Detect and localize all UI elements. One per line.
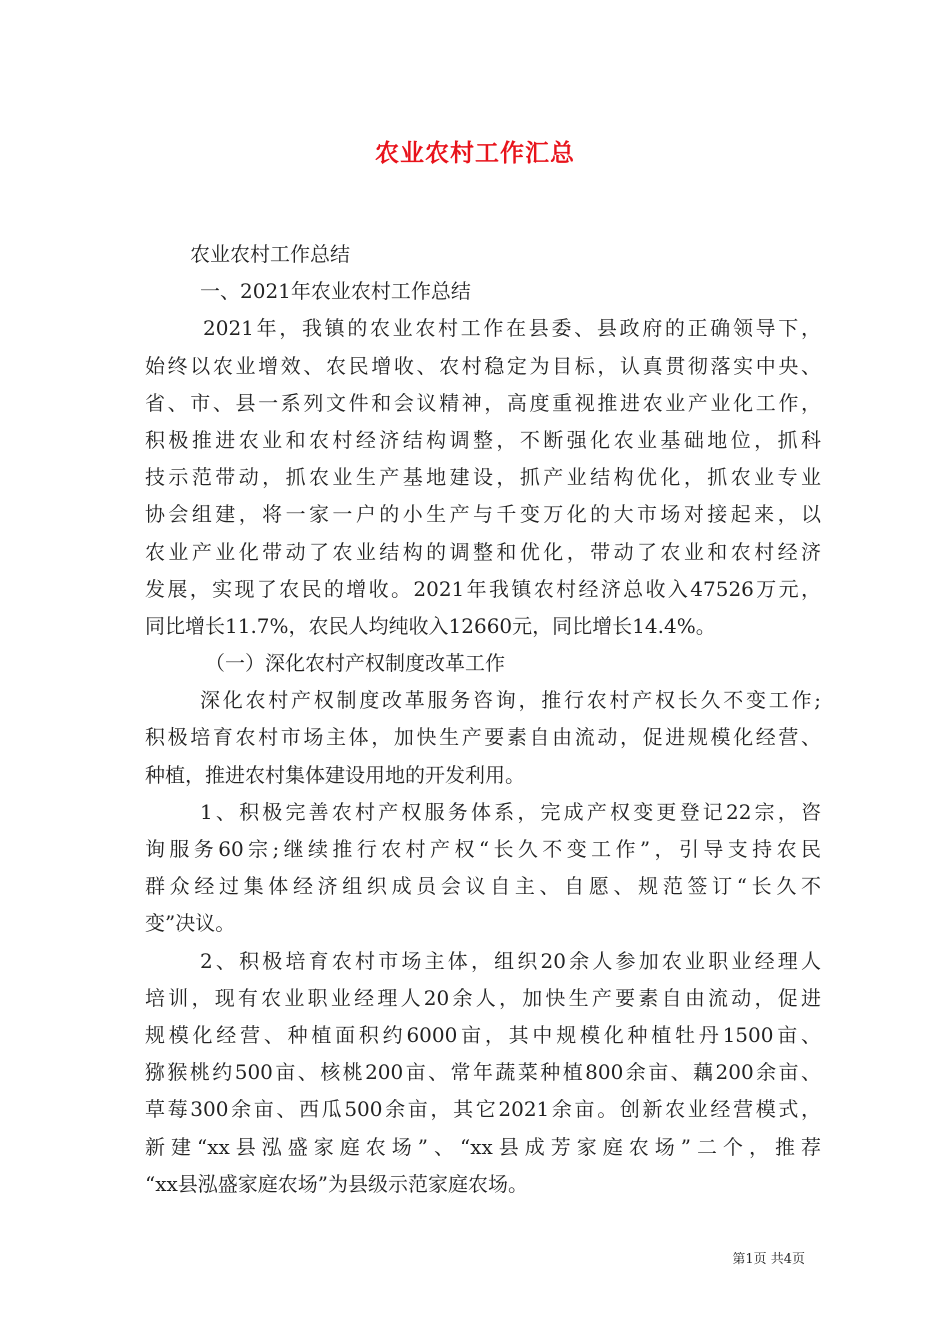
text-line: 农业产业化带动了农业结构的调整和优化，带动了农业和农村经济 bbox=[145, 539, 821, 564]
paragraph bbox=[145, 310, 821, 645]
text-line: 猕猴桃约500亩、核桃200亩、常年蔬菜种植800余亩、藕200余亩、 bbox=[145, 1060, 821, 1085]
text-line: 培训，现有农业职业经理人20余人，加快生产要素自由流动，促进 bbox=[145, 985, 821, 1010]
document-title: 农业农村工作汇总 bbox=[375, 139, 575, 167]
text-line: 种植，推进农村集体建设用地的开发利用。 bbox=[145, 762, 525, 787]
text-line: 省、市、县一系列文件和会议精神，高度重视推进农业产业化工作， bbox=[145, 390, 821, 415]
paragraph bbox=[145, 645, 821, 682]
text-line: 积极培育农村市场主体，加快生产要素自由流动，促进规模化经营、 bbox=[145, 725, 821, 750]
text-line: 新建“xx县泓盛家庭农场”、“xx县成芳家庭农场”二个，推荐 bbox=[145, 1134, 821, 1159]
paragraph bbox=[145, 273, 821, 310]
text-line: 1、积极完善农村产权服务体系，完成产权变更登记22宗，咨 bbox=[200, 799, 821, 824]
text-line: 农业农村工作总结 bbox=[190, 242, 350, 266]
text-line: 技示范带动，抓农业生产基地建设，抓产业结构优化，抓农业专业 bbox=[145, 465, 821, 490]
text-line: 规模化经营、种植面积约6000亩，其中规模化种植牡丹1500亩、 bbox=[145, 1022, 821, 1047]
text-line: 同比增长11.7%，农民人均纯收入12660元，同比增长14.4%。 bbox=[145, 613, 716, 638]
document-body bbox=[145, 236, 821, 1203]
text-line: 群众经过集体经济组织成员会议自主、自愿、规范签订“长久不 bbox=[145, 874, 821, 899]
text-line: 草莓300余亩、西瓜500余亩，其它2021余亩。创新农业经营模式， bbox=[145, 1097, 821, 1122]
text-line: （一）深化农村产权制度改革工作 bbox=[205, 651, 505, 676]
text-line: 变”决议。 bbox=[145, 911, 236, 936]
text-line: 发展，实现了农民的增收。2021年我镇农村经济总收入47526万元， bbox=[145, 576, 821, 601]
text-line: 协会组建，将一家一户的小生产与千变万化的大市场对接起来，以 bbox=[145, 502, 821, 527]
text-line: 2、积极培育农村市场主体，组织20余人参加农业职业经理人 bbox=[200, 948, 821, 973]
text-line: 一、2021年农业农村工作总结 bbox=[200, 279, 471, 304]
page-number: 第1页 共4页 bbox=[732, 1252, 805, 1267]
text-line: 深化农村产权制度改革服务咨询，推行农村产权长久不变工作; bbox=[200, 688, 821, 713]
text-line: 积极推进农业和农村经济结构调整，不断强化农业基础地位，抓科 bbox=[145, 427, 821, 452]
text-line: 2021年，我镇的农业农村工作在县委、县政府的正确领导下， bbox=[203, 316, 821, 341]
text-line: “xx县泓盛家庭农场”为县级示范家庭农场。 bbox=[145, 1171, 529, 1196]
paragraph bbox=[145, 794, 821, 943]
text-line: 始终以农业增效、农民增收、农村稳定为目标，认真贯彻落实中央、 bbox=[145, 353, 821, 378]
paragraph bbox=[145, 943, 821, 1203]
text-line: 询服务60宗;继续推行农村产权“长久不变工作”，引导支持农民 bbox=[145, 837, 821, 861]
paragraph bbox=[145, 682, 821, 794]
paragraph bbox=[145, 236, 821, 273]
